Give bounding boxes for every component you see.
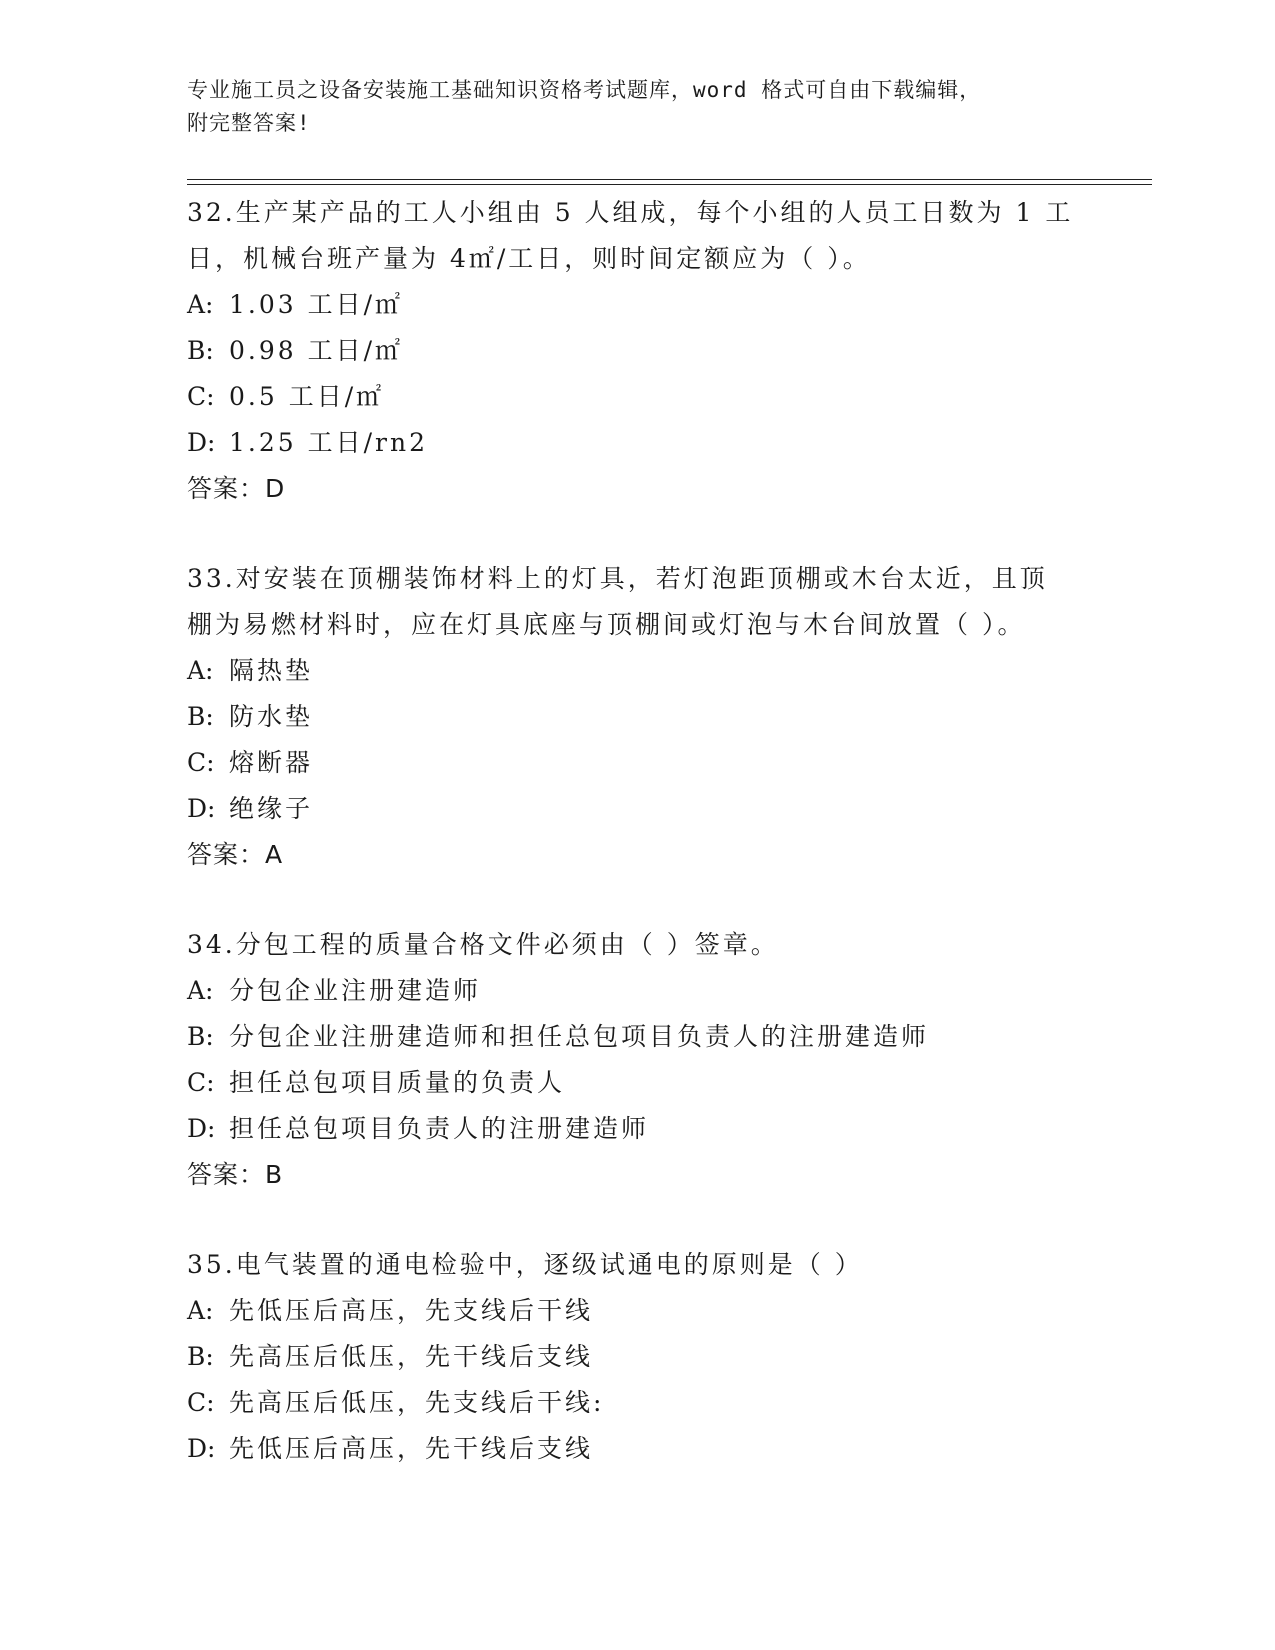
option-c	[187, 374, 1087, 420]
question-stem-line: 32.生产某产品的工人小组由 5 人组成，每个小组的人员工日数为 1 工	[187, 198, 1074, 227]
option-d	[187, 420, 1087, 466]
question-stem-line: 棚为易燃材料时，应在灯具底座与顶棚间或灯泡与木台间放置（ ）。	[187, 610, 1026, 639]
option-b	[187, 328, 1087, 374]
header-rule-top	[187, 179, 1152, 180]
question-stem-line: 33.对安装在顶棚装饰材料上的灯具，若灯泡距顶棚或木台太近，且顶	[187, 564, 1048, 593]
answer-line: 答案：D	[187, 474, 286, 503]
option-letter: C:	[187, 1388, 215, 1417]
option-letter: C:	[187, 382, 215, 411]
option-text: 先低压后高压，先支线后干线	[229, 1296, 594, 1325]
header-rule-bottom	[187, 184, 1152, 185]
option-b	[187, 1334, 1087, 1380]
document-header	[187, 74, 1067, 140]
answer-line: 答案：B	[187, 1160, 284, 1189]
option-letter: D:	[187, 1434, 216, 1463]
option-letter: C:	[187, 1068, 215, 1097]
option-letter: D:	[187, 1114, 216, 1143]
header-line-2: 附完整答案!	[187, 111, 311, 135]
option-b	[187, 1014, 1087, 1060]
option-letter: B:	[187, 1342, 214, 1371]
option-text: 绝缘子	[229, 794, 314, 823]
option-text: 1.25 工日/rn2	[229, 428, 428, 457]
header-line-1: 专业施工员之设备安装施工基础知识资格考试题库，word 格式可自由下载编辑，	[187, 78, 982, 102]
option-text: 1.03 工日/㎡	[229, 290, 404, 319]
option-text: 担任总包项目质量的负责人	[229, 1068, 566, 1097]
option-text: 分包企业注册建造师和担任总包项目负责人的注册建造师	[229, 1022, 930, 1051]
option-text: 先低压后高压，先干线后支线	[229, 1434, 594, 1463]
option-letter: A:	[187, 290, 214, 319]
question-list	[187, 190, 1087, 1472]
option-text: 0.5 工日/㎡	[229, 382, 385, 411]
option-d	[187, 1426, 1087, 1472]
question-32	[187, 190, 1087, 512]
option-a	[187, 968, 1087, 1014]
question-stem-line: 35.电气装置的通电检验中，逐级试通电的原则是（ ）	[187, 1250, 863, 1279]
option-d	[187, 1106, 1087, 1152]
option-text: 防水垫	[229, 702, 314, 731]
option-letter: B:	[187, 336, 214, 365]
option-a	[187, 282, 1087, 328]
option-letter: A:	[187, 656, 214, 685]
option-text: 先高压后低压，先支线后干线:	[229, 1388, 605, 1417]
option-a	[187, 1288, 1087, 1334]
question-stem-line: 34.分包工程的质量合格文件必须由（ ）签章。	[187, 930, 779, 959]
option-letter: C:	[187, 748, 215, 777]
option-letter: A:	[187, 1296, 214, 1325]
option-letter: A:	[187, 976, 214, 1005]
question-34	[187, 922, 1087, 1198]
option-b	[187, 694, 1087, 740]
option-c	[187, 1060, 1087, 1106]
question-spacer	[187, 1198, 1087, 1242]
option-letter: D:	[187, 428, 216, 457]
question-35	[187, 1242, 1087, 1472]
question-stem-line: 日，机械台班产量为 4㎡/工日，则时间定额应为（ ）。	[187, 244, 871, 273]
option-letter: D:	[187, 794, 216, 823]
question-33	[187, 556, 1087, 878]
option-letter: B:	[187, 1022, 214, 1051]
option-text: 担任总包项目负责人的注册建造师	[229, 1114, 650, 1143]
option-a	[187, 648, 1087, 694]
option-text: 隔热垫	[229, 656, 314, 685]
question-spacer	[187, 512, 1087, 556]
option-c	[187, 740, 1087, 786]
option-text: 先高压后低压，先干线后支线	[229, 1342, 594, 1371]
option-d	[187, 786, 1087, 832]
question-spacer	[187, 878, 1087, 922]
option-c	[187, 1380, 1087, 1426]
option-letter: B:	[187, 702, 214, 731]
option-text: 熔断器	[229, 748, 314, 777]
answer-line: 答案：A	[187, 840, 284, 869]
option-text: 0.98 工日/㎡	[229, 336, 404, 365]
option-text: 分包企业注册建造师	[229, 976, 482, 1005]
